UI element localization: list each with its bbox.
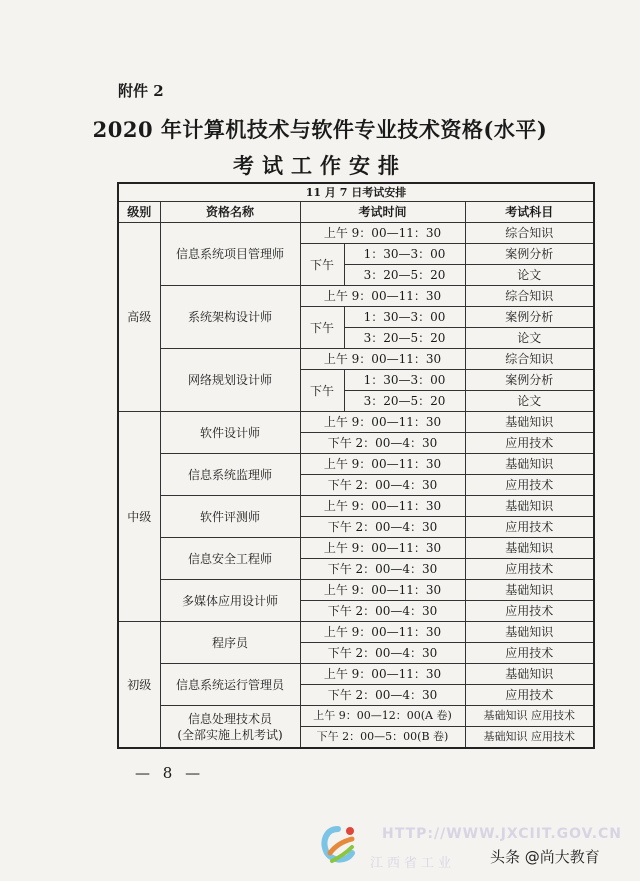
qualification-name	[160, 706, 300, 749]
exam-time: 上午 9：00—11：30	[300, 622, 465, 643]
exam-subject: 应用技术	[465, 685, 594, 706]
exam-time: 下午 2：00—4：30	[300, 601, 465, 622]
qualification-name: 信息安全工程师	[160, 538, 300, 580]
exam-subject: 综合知识	[465, 223, 594, 244]
exam-time: 1：30—3：00	[344, 244, 465, 265]
table-row	[118, 706, 594, 727]
exam-subject: 应用技术	[465, 517, 594, 538]
header-time: 考试时间	[300, 202, 465, 223]
exam-time: 1：30—3：00	[344, 307, 465, 328]
exam-subject: 基础知识	[465, 454, 594, 475]
afternoon-label: 下午	[300, 370, 344, 412]
header-subject: 考试科目	[465, 202, 594, 223]
exam-time: 上午 9：00—11：30	[300, 664, 465, 685]
exam-subject: 应用技术	[465, 475, 594, 496]
exam-time: 下午 2：00—4：30	[300, 475, 465, 496]
exam-subject: 基础知识 应用技术	[465, 706, 594, 727]
table-row	[118, 622, 594, 643]
exam-time: 下午 2：00—4：30	[300, 643, 465, 664]
exam-time: 下午 2：00—5：00(B 卷)	[300, 727, 465, 749]
exam-time: 上午 9：00—11：30	[300, 538, 465, 559]
exam-time: 下午 2：00—4：30	[300, 685, 465, 706]
level-senior: 高级	[118, 223, 160, 412]
exam-subject: 应用技术	[465, 433, 594, 454]
source-credit: 头条 @尚大教育	[490, 848, 600, 866]
table-row	[118, 580, 594, 601]
exam-subject: 论文	[465, 328, 594, 349]
exam-subject: 案例分析	[465, 244, 594, 265]
exam-subject: 论文	[465, 265, 594, 286]
exam-subject: 基础知识	[465, 496, 594, 517]
exam-subject: 基础知识	[465, 622, 594, 643]
level-junior: 初级	[118, 622, 160, 749]
qualification-name: 系统架构设计师	[160, 286, 300, 349]
table-row	[118, 349, 594, 370]
qualification-name: 多媒体应用设计师	[160, 580, 300, 622]
exam-subject: 基础知识	[465, 412, 594, 433]
exam-subject: 应用技术	[465, 559, 594, 580]
qualification-name-line2: (全部实施上机考试)	[177, 727, 283, 742]
exam-time: 上午 9：00—12：00(A 卷)	[300, 706, 465, 727]
table-row	[118, 538, 594, 559]
qualification-name: 程序员	[160, 622, 300, 664]
attachment-label: 附件 2	[118, 82, 164, 100]
qualification-name-line1: 信息处理技术员	[187, 711, 272, 726]
page-number: — 8 —	[135, 764, 205, 782]
header-level: 级别	[118, 202, 160, 223]
exam-time: 下午 2：00—4：30	[300, 559, 465, 580]
exam-time: 3：20—5：20	[344, 391, 465, 412]
watermark-url: HTTP://WWW.JXCIIT.GOV.CN	[382, 826, 623, 842]
header-qualification: 资格名称	[160, 202, 300, 223]
document-title: 2020 年计算机技术与软件专业技术资格(水平)	[92, 117, 548, 142]
exam-time: 上午 9：00—11：30	[300, 454, 465, 475]
exam-time: 3：20—5：20	[344, 328, 465, 349]
exam-subject: 基础知识	[465, 538, 594, 559]
exam-subject: 综合知识	[465, 349, 594, 370]
exam-schedule-table	[117, 182, 595, 749]
exam-time: 上午 9：00—11：30	[300, 412, 465, 433]
qualification-name: 软件设计师	[160, 412, 300, 454]
exam-subject: 应用技术	[465, 643, 594, 664]
exam-time: 1：30—3：00	[344, 370, 465, 391]
watermark-site-name: 江西省工业	[370, 856, 456, 871]
watermark-logo-icon	[318, 823, 358, 865]
exam-subject: 基础知识 应用技术	[465, 727, 594, 749]
document-subtitle: 考试工作安排	[233, 153, 407, 178]
exam-time: 上午 9：00—11：30	[300, 580, 465, 601]
exam-time: 上午 9：00—11：30	[300, 286, 465, 307]
exam-subject: 基础知识	[465, 580, 594, 601]
qualification-name: 网络规划设计师	[160, 349, 300, 412]
exam-subject: 案例分析	[465, 370, 594, 391]
exam-time: 上午 9：00—11：30	[300, 496, 465, 517]
table-row	[118, 496, 594, 517]
schedule-date: 11 月 7 日考试安排	[118, 183, 594, 202]
exam-time: 下午 2：00—4：30	[300, 517, 465, 538]
exam-time: 上午 9：00—11：30	[300, 349, 465, 370]
qualification-name: 信息系统运行管理员	[160, 664, 300, 706]
exam-subject: 案例分析	[465, 307, 594, 328]
table-row	[118, 412, 594, 433]
exam-subject: 综合知识	[465, 286, 594, 307]
exam-time: 下午 2：00—4：30	[300, 433, 465, 454]
exam-subject: 应用技术	[465, 601, 594, 622]
exam-subject: 论文	[465, 391, 594, 412]
table-row	[118, 223, 594, 244]
exam-time: 3：20—5：20	[344, 265, 465, 286]
qualification-name: 软件评测师	[160, 496, 300, 538]
level-intermediate: 中级	[118, 412, 160, 622]
exam-subject: 基础知识	[465, 664, 594, 685]
afternoon-label: 下午	[300, 307, 344, 349]
exam-time: 上午 9：00—11：30	[300, 223, 465, 244]
table-row	[118, 664, 594, 685]
qualification-name: 信息系统项目管理师	[160, 223, 300, 286]
afternoon-label: 下午	[300, 244, 344, 286]
qualification-name: 信息系统监理师	[160, 454, 300, 496]
table-row	[118, 454, 594, 475]
table-row	[118, 286, 594, 307]
